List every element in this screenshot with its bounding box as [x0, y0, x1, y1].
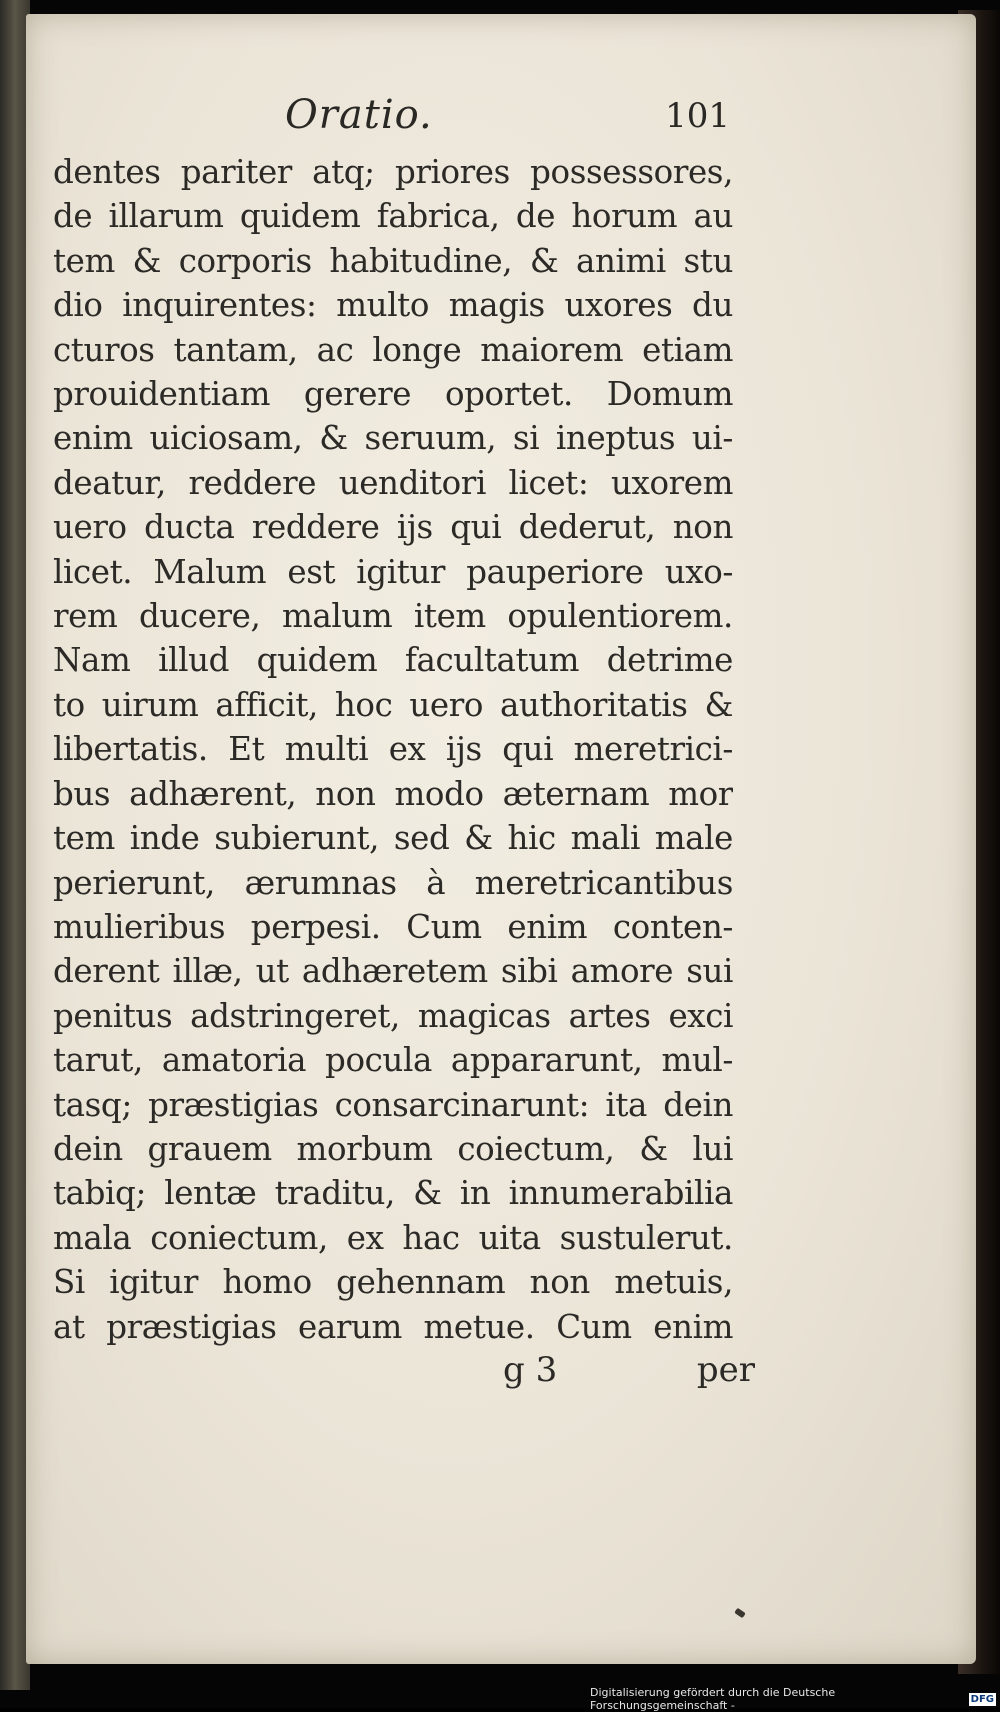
text-line: dio inquirentes: multo magis uxores du [53, 286, 733, 325]
text-line: enim uiciosam, & seruum, si ineptus ui- [53, 419, 733, 458]
text-line: mulieribus perpesi. Cum enim conten- [53, 907, 733, 946]
credit-text: Digitalisierung gefördert durch die Deutsche Forschungsgemeinschaft - [590, 1686, 836, 1712]
body-text [53, 150, 753, 1349]
text-line: penitus adstringeret, magicas artes exci [53, 996, 733, 1035]
text-line: derent illæ, ut adhæretem sibi amore sui [53, 952, 733, 991]
text-line: de illarum quidem fabrica, de horum au [53, 197, 733, 236]
page-footer [495, 1350, 755, 1400]
digitization-credit [590, 1686, 1000, 1712]
text-line: licet. Malum est igitur pauperiore uxo- [53, 552, 733, 591]
page-header [60, 92, 730, 142]
text-line: tem inde subierunt, sed & hic mali male [53, 819, 733, 858]
text-line: cturos tantam, ac longe maiorem etiam [53, 330, 733, 369]
text-line: mala coniectum, ex hac uita sustulerut. [53, 1218, 733, 1257]
text-line: tasq; præstigias consarcinarunt: ita dein [53, 1085, 733, 1124]
text-line: prouidentiam gerere oportet. Domum [53, 375, 733, 414]
text-line: deatur, reddere uenditori licet: uxorem [53, 463, 733, 502]
text-line: dentes pariter atq; priores possessores, [53, 153, 733, 191]
text-line: perierunt, ærumnas à meretricantibus [53, 863, 733, 902]
text-line: tem & corporis habitudine, & animi stu [53, 241, 733, 280]
text-line: dein grauem morbum coiectum, & lui [53, 1129, 733, 1168]
page-number: 101 [665, 96, 730, 136]
running-head: Oratio. [285, 92, 433, 138]
text-line: at præstigias earum metue. Cum enim [53, 1307, 733, 1346]
text-line: Nam illud quidem facultatum detrime [53, 641, 733, 680]
catchword: per [696, 1350, 755, 1390]
text-line: uero ducta reddere ijs qui dederut, non [53, 508, 733, 547]
text-line: tarut, amatoria pocula appararunt, mul- [53, 1041, 733, 1080]
text-line: bus adhærent, non modo æternam mor [53, 774, 733, 813]
signature-mark: g 3 [503, 1350, 558, 1390]
text-line: libertatis. Et multi ex ijs qui meretrici- [53, 730, 733, 769]
text-line: Si igitur homo gehennam non metuis, [53, 1263, 733, 1302]
text-line: tabiq; lentæ traditu, & in innumerabilia [53, 1174, 733, 1213]
dfg-logo: DFG [970, 1693, 994, 1705]
text-line: rem ducere, malum item opulentiorem. [53, 597, 733, 636]
text-line: to uirum afficit, hoc uero authoritatis & [53, 685, 733, 724]
